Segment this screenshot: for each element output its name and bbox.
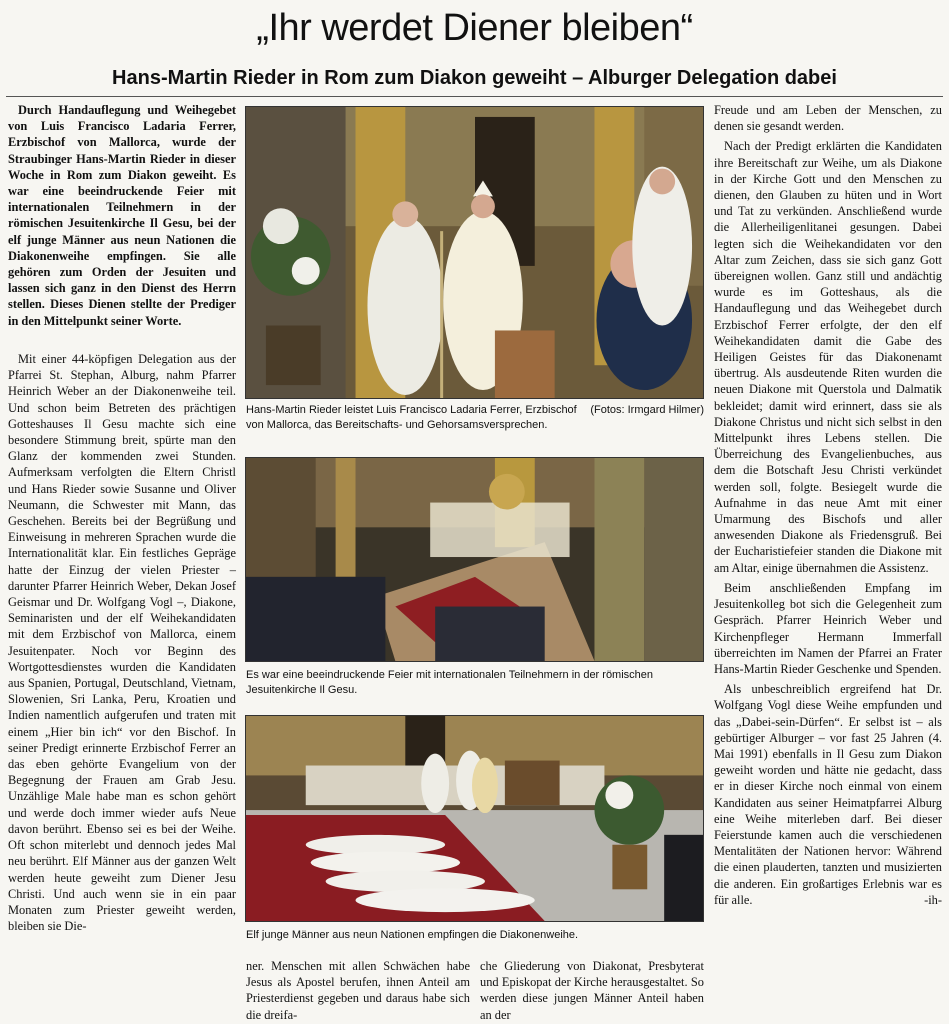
column-2-body xyxy=(246,958,470,1024)
photo-credit: (Fotos: Irmgard Hilmer) xyxy=(590,404,704,416)
photo-prostrate-candidates xyxy=(245,715,704,922)
photo-church-interior xyxy=(245,457,704,662)
photo-ordination-promise-image xyxy=(246,107,703,398)
photo-ordination-promise xyxy=(245,106,704,399)
body-paragraph: Freude und am Leben der Menschen, zu denen sie gesandt werden. xyxy=(714,103,942,134)
photo-ordination-promise-caption xyxy=(246,403,704,432)
column-4-body xyxy=(714,102,942,912)
body-paragraph: Beim anschließenden Empfang im Jesuitenkolleg bot sich die Gelegenheit zum Gespräch. Pfarrer Heinrich Weber und Kirchenpfleger Hermann Immerfall überreichten im Namen der Pfarrei an Frater Hans-Martin Rieder Geschenke und Spenden. xyxy=(714,580,942,676)
body-paragraph: che Gliederung von Diakonat, Presbyterat und Episkopat der Kirche herausgestaltet. So werden diese jungen Männer Anteil haben an der xyxy=(480,959,704,1022)
caption-text: Hans-Martin Rieder leistet Luis Francisco Ladaria Ferrer, Erzbischof von Mallorca, das Bereitschafts- und Gehorsamsversprechen. xyxy=(246,404,577,431)
body-paragraph: Mit einer 44-köpfigen Delegation aus der Pfarrei St. Stephan, Alburg, nahm Pfarrer Heinrich Weber an der Diakonenweihe teil. Und schon beim Betreten des prächtigen Gotteshauses Il Gesu machte sich eine besondere Stimmung breit, spürte man den Glanz der kommenden zwei Stunden. Aufmerksam verfolgten die Eltern Christl und Hans Rieder sowie Susanne und Oliver Neumann, die Schwester mit Mann, das Geschehen. Bereits bei der Begrüßung und Einweisung in mehreren Sprachen wurde die Internationalität klar. Ein festliches Gepräge hatte der Einzug der vielen Priester – darunter Pfarrer Heinrich Weber, Dekan Josef Geismar und Dr. Wolfgang Vogl –, Diakone, Seminaristen und der elf Weihekandidaten mit dem Erzbischof von Mallorca, einem Jesuitenpater. Noch vor Beginn des Wortgottesdienstes wurden die Kandidaten aus Spanien, Portugal, Deutschland, Vietnam, Slowenien, Sri Lanka, Peru, Kroatien und Indien namentlich aufgerufen und traten mit einem „Hier bin ich“ vor den Bischof. In seiner Predigt erinnerte Erzbischof Ferrer an das eben gehörte Evangelium von der Begegnung der Frauen am Grab Jesu. Unzählige Male habe man es schon gehört und werde doch immer wieder aufs Neue davon berührt. Ebenso sei es bei der Weihe. Oft schon miterlebt und dennoch jedes Mal neu berührt. Elf Männer aus der ganzen Welt werden heute geweiht zum Diener Jesu Christi. Und auch wenn sie in ein paar Monaten zum Priester geweiht werden, bleiben sie Die- xyxy=(8,352,236,934)
subheadline: Hans-Martin Rieder in Rom zum Diakon geweiht – Alburger Delegation dabei xyxy=(112,67,837,89)
caption-text: Es war eine beeindruckende Feier mit internationalen Teilnehmern in der römischen Jesuitenkirche Il Gesu. xyxy=(246,669,654,696)
lead-paragraph: Durch Handauflegung und Weihegebet von Luis Francisco Ladaria Ferrer, Erzbischof von Mallorca, wurde der Straubinger Hans-Martin Rieder in dieser Woche in Rom zum Diakon geweiht. Es war eine beeindruckende Feier mit internationalen Teilnehmern in der römischen Jesuitenkirche Il Gesu, bei der elf junge Männer aus neun Nationen die Diakonenweihe empfingen. Sie alle gehören zum Orden der Jesuiten und lassen sich ganz in den Dienst des Herrn stellen. Dieses Dienen stellte der Prediger in den Mittelpunkt seiner Worte. xyxy=(8,103,236,328)
caption-text: Elf junge Männer aus neun Nationen empfingen die Diakonenweihe. xyxy=(246,929,579,941)
headline: „Ihr werdet Diener bleiben“ xyxy=(256,7,693,49)
photo-prostrate-candidates-image xyxy=(246,716,703,921)
header-rule xyxy=(6,96,943,97)
column-1-body xyxy=(8,351,236,938)
column-3-body xyxy=(480,958,704,1024)
author-signature: -ih- xyxy=(924,892,942,907)
body-paragraph: Als unbeschreiblich ergreifend hat Dr. Wolfgang Vogl diese Weihe empfunden und das „Dabei-sein-Dürfen“. Er selbst ist – als gebürtiger Alburger – vor fast 25 Jahren (4. Mai 1991) ebenfalls in Il Gesu zum Diakon geweiht worden und hätte nie gedacht, dass er in dieser Kirche noch einmal von einem Kandidaten aus seiner Heimatpfarrei Alburg eine Weihe miterleben darf. Bei dieser Feierstunde kamen auch die verschiedenen Mentalitäten der Nationen hervor: Während die einen plauderten, tanzten und musizierten die anderen. Ein großartiges Erlebnis war es für alle. xyxy=(714,682,942,907)
photo-church-interior-image xyxy=(246,458,703,661)
body-paragraph: Nach der Predigt erklärten die Kandidaten ihre Bereitschaft zur Weihe, um als Diakone in der Kirche Gott und den Menschen zu dienen, den Glauben zu hüten und in Wort und Tat zu verkünden. Anschließend wurde die Allerheiligenlitanei gesungen. Dabei legten sich die Weihekandidaten vor den Altar zum Zeichen, dass sie sich ganz Gott übereignen wollen. Ganz still und andächtig wurde es im Gotteshaus, als die Handauflegung und das Weihegebet durch Erzbischof Ferrer erfolgte, der den elf Weihekandidaten damit die Gabe des Heiligen Geistes für das Diakonenamt übertrug. Als ausdeutende Riten wurden die neuen Diakone mit Querstola und Dalmatik bekleidet; damit wird erinnert, dass sie als Diakone Christus und nicht sich selbst in den Mittelpunkt ihres Lebens stellen. Die Überreichung des Evangelienbuches, aus dem die Botschaft Jesu Christi verkündet werden soll, folgte. Besiegelt wurde die Aufnahme in das neue Amt mit einer Umarmung des Bischofs und aller anwesenden Diakone als Friedensgruß. Bei der Eucharistiefeier standen die Diakone mit am Altar, einige übernahmen die Assistenz. xyxy=(714,139,942,575)
body-paragraph: ner. Menschen mit allen Schwächen habe Jesus als Apostel berufen, ihnen Anteil am Priesterdienst gegeben und daraus habe sich die dreifa- xyxy=(246,959,470,1022)
photo-church-interior-caption xyxy=(246,668,704,697)
lead-paragraph-block xyxy=(8,102,236,333)
photo-prostrate-candidates-caption xyxy=(246,928,704,943)
